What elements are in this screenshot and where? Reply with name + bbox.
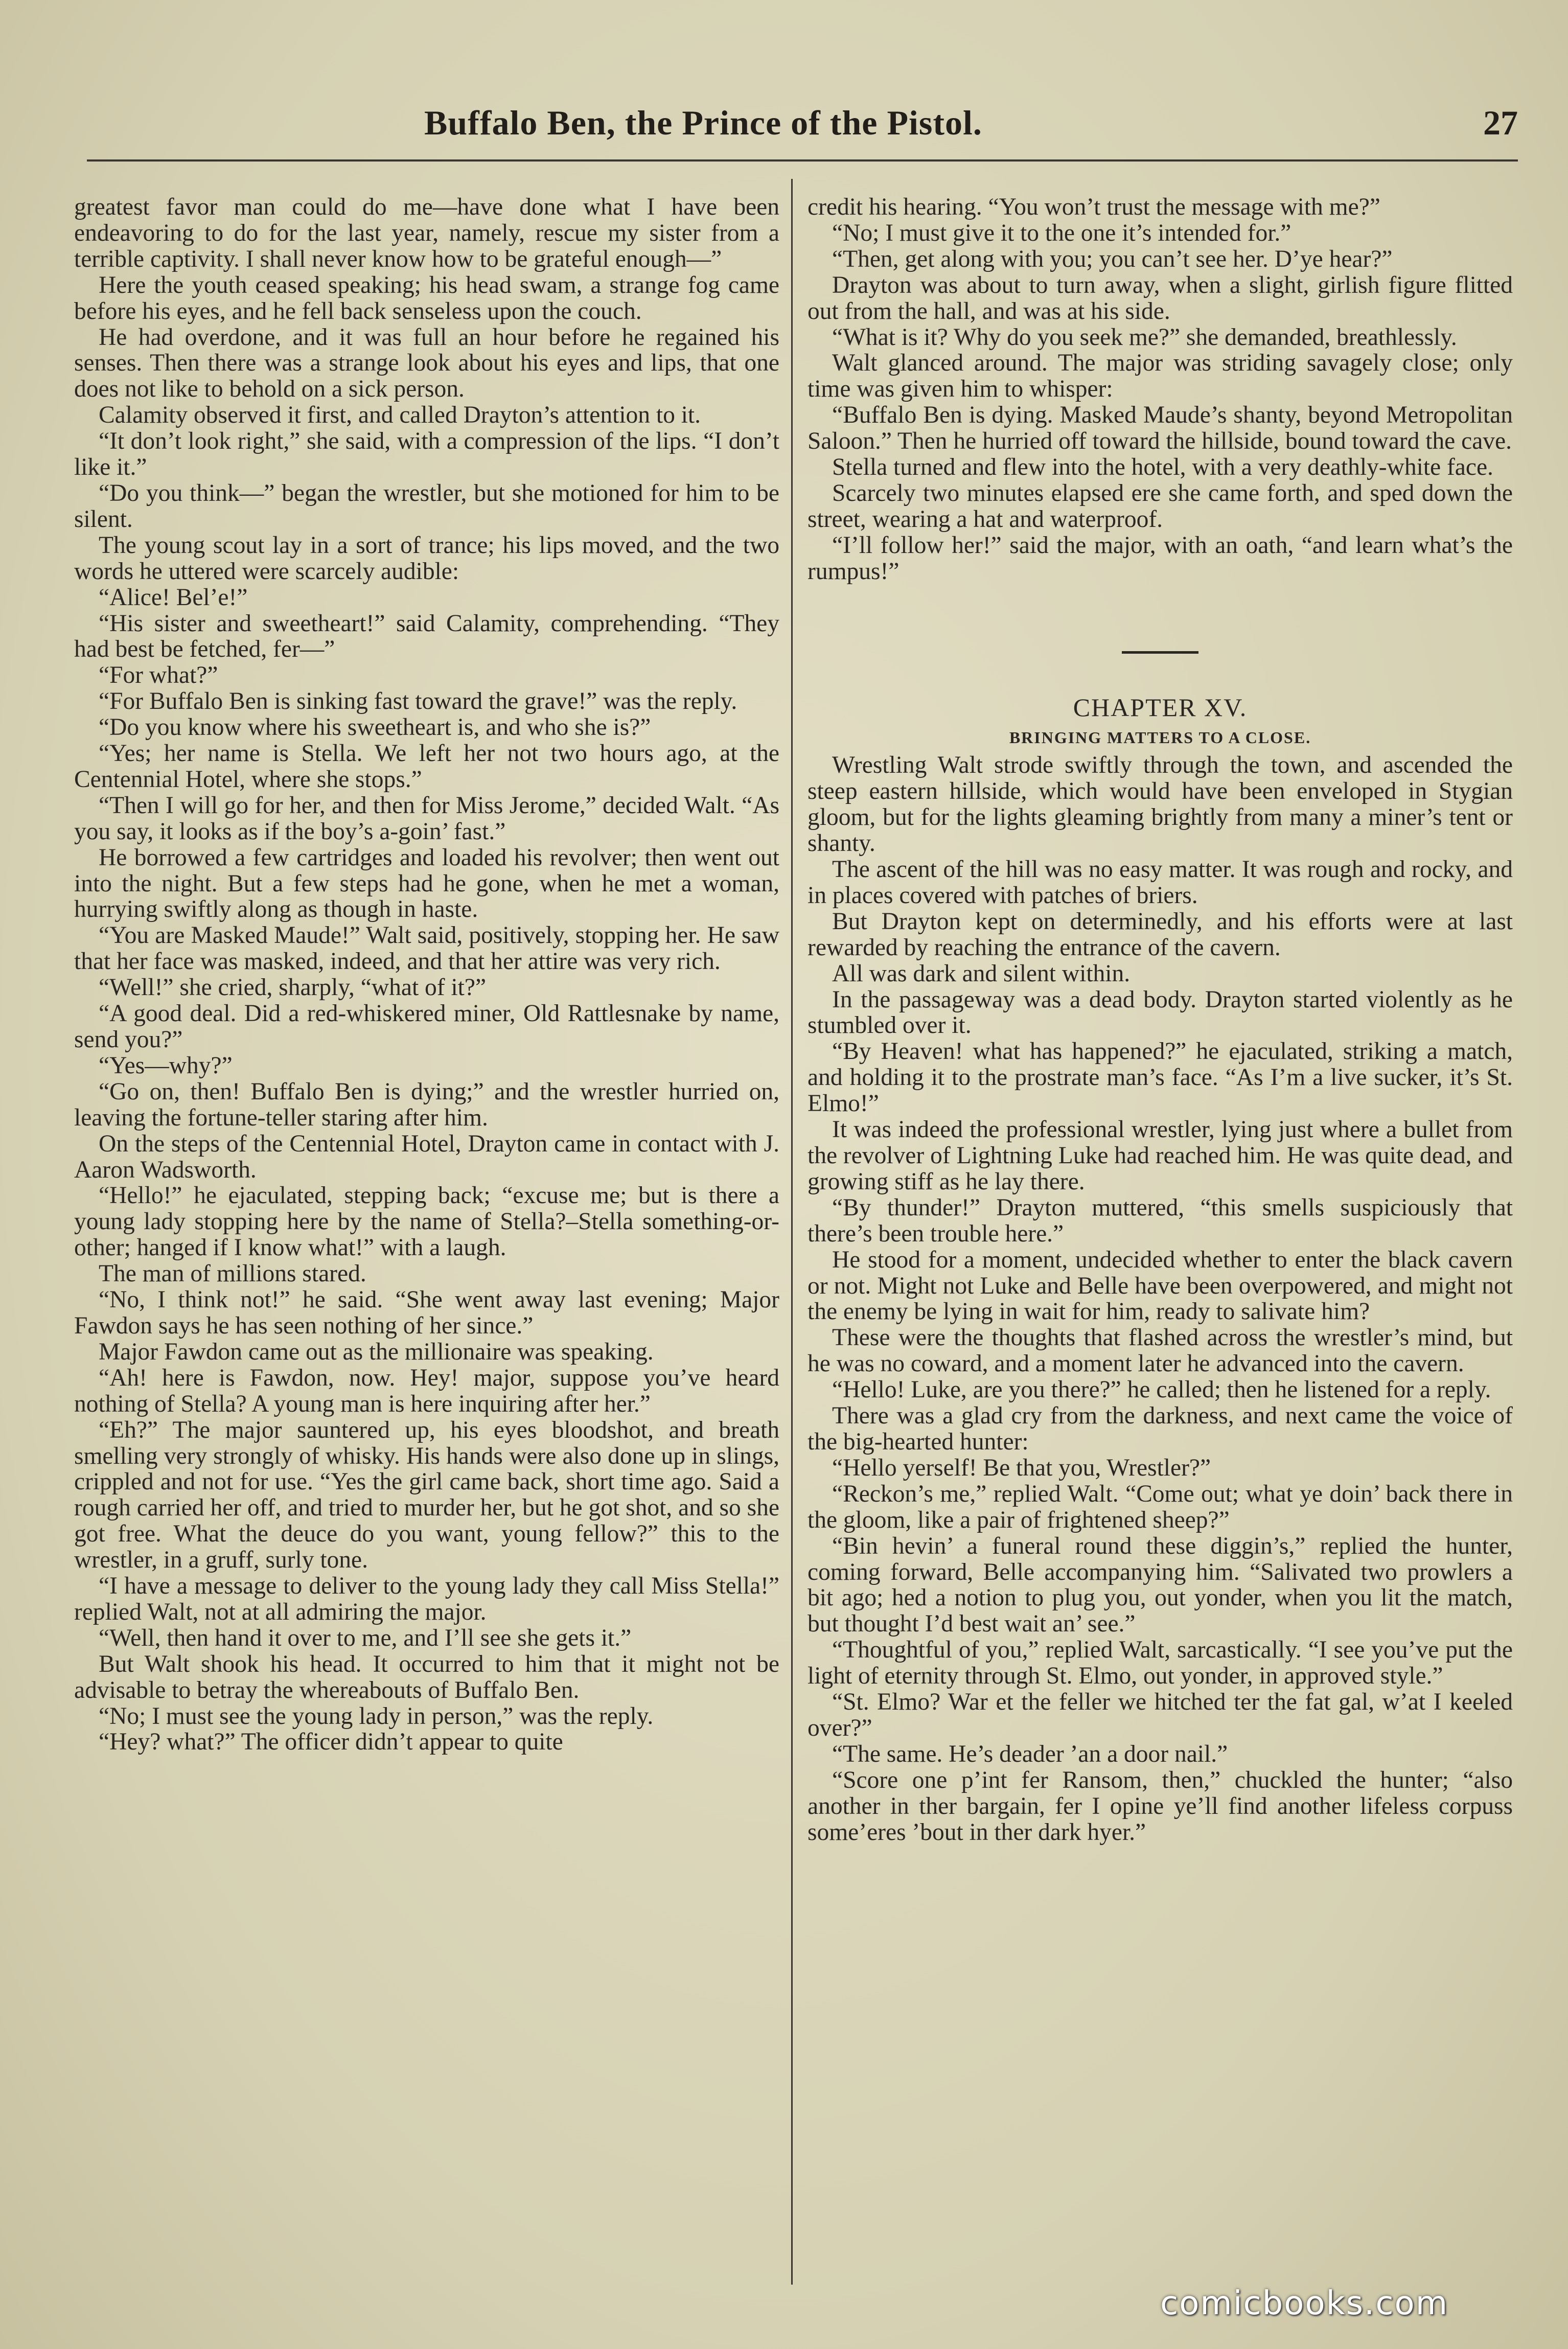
paragraph: The ascent of the hill was no easy matter. It was rough and rocky, and in places covered with patches of briers. [808, 856, 1513, 909]
paragraph: “Hello!” he ejaculated, stepping back; “excuse me; but is there a young lady stopping here by the name of Stella?–Stella something-or-other; hanged if I know what!” with a laugh. [74, 1182, 779, 1261]
right-column [808, 194, 1513, 1845]
paragraph: “Do you think—” began the wrestler, but she motioned for him to be silent. [74, 479, 779, 533]
paragraph: “Well!” she cried, sharply, “what of it?” [99, 974, 487, 1001]
paragraph: Major Fawdon came out as the millionaire was speaking. [99, 1338, 654, 1365]
paragraph: Drayton was about to turn away, when a slight, girlish figure flitted out from the hall, and was at his side. [808, 271, 1513, 325]
paragraph: Calamity observed it first, and called Drayton’s attention to it. [99, 402, 701, 429]
paragraph: He stood for a moment, undecided whether to enter the black cavern or not. Might not Luke and Belle have been overpowered, and might not the enemy be lying in wait for him, ready to salivate him? [808, 1246, 1513, 1325]
paragraph: “Ah! here is Fawdon, now. Hey! major, suppose you’ve heard nothing of Stella? A young man is here inquiring after her.” [74, 1364, 779, 1417]
paragraph: On the steps of the Centennial Hotel, Drayton came in contact with J. Aaron Wadsworth. [74, 1130, 779, 1183]
watermark: comicbooks.com [1160, 2285, 1449, 2322]
paragraph: “You are Masked Maude!” Walt said, positively, stopping her. He saw that her face was masked, indeed, and that her attire was very rich. [74, 922, 779, 975]
paragraph: “St. Elmo? War et the feller we hitched ter the fat gal, w’at I keeled over?” [808, 1689, 1513, 1741]
paragraph: “No, I think not!” he said. “She went away last evening; Major Fawdon says he has seen nothing of her since.” [74, 1286, 779, 1339]
paragraph: “Buffalo Ben is dying. Masked Maude’s shanty, beyond Metropolitan Saloon.” Then he hurried off toward the hillside, bound toward the cave. [808, 402, 1513, 455]
paragraph: “Hello! Luke, are you there?” he called; then he listened for a reply. [832, 1376, 1491, 1403]
paragraph: “Score one p’int fer Ransom, then,” chuckled the hunter; “also another in ther bargain, fer I opine ye’ll find another lifeless corpuss some’eres ’bout in ther dark hyer.” [808, 1766, 1513, 1846]
paragraph: “No; I must give it to the one it’s intended for.” [832, 219, 1292, 246]
paragraph: “Go on, then! Buffalo Ben is dying;” and the wrestler hurried on, leaving the fortune-teller staring after him. [74, 1078, 779, 1131]
paragraph: “For Buffalo Ben is sinking fast toward the grave!” was the reply. [99, 688, 737, 715]
paragraph: There was a glad cry from the darkness, and next came the voice of the big-hearted hunter: [808, 1402, 1513, 1455]
paragraph: But Drayton kept on determinedly, and his efforts were at last rewarded by reaching the entrance of the cavern. [808, 908, 1513, 961]
page-header [72, 100, 1518, 151]
running-title: Buffalo Ben, the Prince of the Pistol. [424, 103, 982, 142]
paragraph: “By thunder!” Drayton muttered, “this smells suspiciously that there’s been trouble here.” [808, 1194, 1513, 1247]
paragraph: “The same. He’s deader ’an a door nail.” [832, 1740, 1228, 1767]
paragraph: credit his hearing. “You won’t trust the message with me?” [808, 194, 1380, 220]
paragraph: “Then I will go for her, and then for Miss Jerome,” decided Walt. “As you say, it looks as if the boy’s a-goin’ fast.” [74, 792, 779, 845]
page-number: 27 [1483, 103, 1518, 142]
paragraph: “Eh?” The major sauntered up, his eyes bloodshot, and breath smelling very strongly of whisky. His hands were also done up in slings, crippled and not for use. “Yes the girl came back, short time ago. Said a rough carried her off, and tried to murder her, but he got shot, and so she got free. What the deuce do you want, young fellow?” this to the wrestler, in a gruff, surly tone. [74, 1416, 779, 1574]
paragraph: “Reckon’s me,” replied Walt. “Come out; what ye doin’ back there in the gloom, like a pair of frightened sheep?” [808, 1480, 1513, 1533]
right-column-bottom-text [808, 752, 1513, 1845]
paragraph: “Yes—why?” [99, 1052, 233, 1079]
paragraph: “His sister and sweetheart!” said Calamity, comprehending. “They had best be fetched, fer—” [74, 610, 779, 663]
paragraph: All was dark and silent within. [832, 960, 1131, 987]
paragraph: “It don’t look right,” she said, with a compression of the lips. “I don’t like it.” [74, 428, 779, 481]
paragraph: Wrestling Walt strode swiftly through the town, and ascended the steep eastern hillside, which would have been enveloped in Stygian gloom, but for the lights gleaming brightly from many a miner’s tent or shanty. [808, 752, 1513, 857]
section-rule [1122, 651, 1198, 654]
paragraph: “I have a message to deliver to the young lady they call Miss Stella!” replied Walt, not at all admiring the major. [74, 1573, 779, 1625]
paragraph: “Yes; her name is Stella. We left her not two hours ago, at the Centennial Hotel, where she stops.” [74, 740, 779, 793]
paragraph: Stella turned and flew into the hotel, with a very deathly-white face. [832, 454, 1493, 481]
paragraph: “Hey? what?” The officer didn’t appear to quite [99, 1729, 563, 1756]
chapter-subtitle: BRINGING MATTERS TO A CLOSE. [1009, 728, 1311, 747]
paragraph: He had overdone, and it was full an hour before he regained his senses. Then there was a strange look about his eyes and lips, that one does not like to behold on a sick person. [74, 324, 779, 403]
column-divider [791, 179, 793, 2285]
paragraph: He borrowed a few cartridges and loaded his revolver; then went out into the night. But a few steps had he gone, when he met a woman, hurrying swiftly along as though in haste. [74, 844, 779, 923]
paragraph: “For what?” [99, 662, 218, 689]
paragraph: Walt glanced around. The major was striding savagely close; only time was given him to whisper: [808, 350, 1513, 403]
paragraph: But Walt shook his head. It occurred to him that it might not be advisable to betray the whereabouts of Buffalo Ben. [74, 1650, 779, 1703]
paragraph: “Well, then hand it over to me, and I’ll see she gets it.” [99, 1624, 632, 1651]
left-column [74, 194, 779, 1755]
paragraph: “A good deal. Did a red-whiskered miner, Old Rattlesnake by name, send you?” [74, 1000, 779, 1053]
paragraph: “I’ll follow her!” said the major, with an oath, “and learn what’s the rumpus!” [808, 532, 1513, 585]
paragraph: “Bin hevin’ a funeral round these diggin’s,” replied the hunter, coming forward, Belle accompanying him. “Salivated two prowlers a bit ago; hed a notion to plug you, out yonder, when you lit the match, but thought I’d best wait an’ see.” [808, 1532, 1513, 1638]
paragraph: greatest favor man could do me—have done what I have been endeavoring to do for the last year, namely, rescue my sister from a terrible captivity. I shall never know how to be grateful enough—” [74, 194, 779, 272]
paragraph: “No; I must see the young lady in person,” was the reply. [99, 1702, 654, 1730]
paragraph: The young scout lay in a sort of trance; his lips moved, and the two words he uttered were scarcely audible: [74, 532, 779, 585]
paragraph: It was indeed the professional wrestler, lying just where a bullet from the revolver of Lightning Luke had reached him. He was quite dead, and growing stiff as he lay there. [808, 1116, 1513, 1195]
right-column-top-text [808, 194, 1513, 585]
chapter-heading: CHAPTER XV. [1073, 693, 1248, 722]
paragraph: “Hello yerself! Be that you, Wrestler?” [832, 1454, 1211, 1481]
header-rule [87, 159, 1518, 162]
paragraph: “Thoughtful of you,” replied Walt, sarcastically. “I see you’ve put the light of eternity through St. Elmo, out yonder, in approved style.” [808, 1637, 1513, 1690]
paragraph: In the passageway was a dead body. Drayton started violently as he stumbled over it. [808, 986, 1513, 1039]
paragraph: “Do you know where his sweetheart is, and who she is?” [99, 714, 651, 741]
paragraph: “By Heaven! what has happened?” he ejaculated, striking a match, and holding it to the prostrate man’s face. “As I’m a live sucker, it’s St. Elmo!” [808, 1038, 1513, 1117]
paragraph: The man of millions stared. [99, 1260, 366, 1287]
paragraph: “What is it? Why do you seek me?” she demanded, breathlessly. [832, 324, 1457, 351]
paragraph: Here the youth ceased speaking; his head swam, a strange fog came before his eyes, and he fell back senseless upon the couch. [74, 271, 779, 325]
paragraph: “Alice! Bel’e!” [99, 584, 248, 611]
paragraph: Scarcely two minutes elapsed ere she came forth, and sped down the street, wearing a hat and waterproof. [808, 479, 1513, 533]
paragraph: These were the thoughts that flashed across the wrestler’s mind, but he was no coward, and a moment later he advanced into the cavern. [808, 1324, 1513, 1377]
paragraph: “Then, get along with you; you can’t see her. D’ye hear?” [832, 245, 1393, 272]
